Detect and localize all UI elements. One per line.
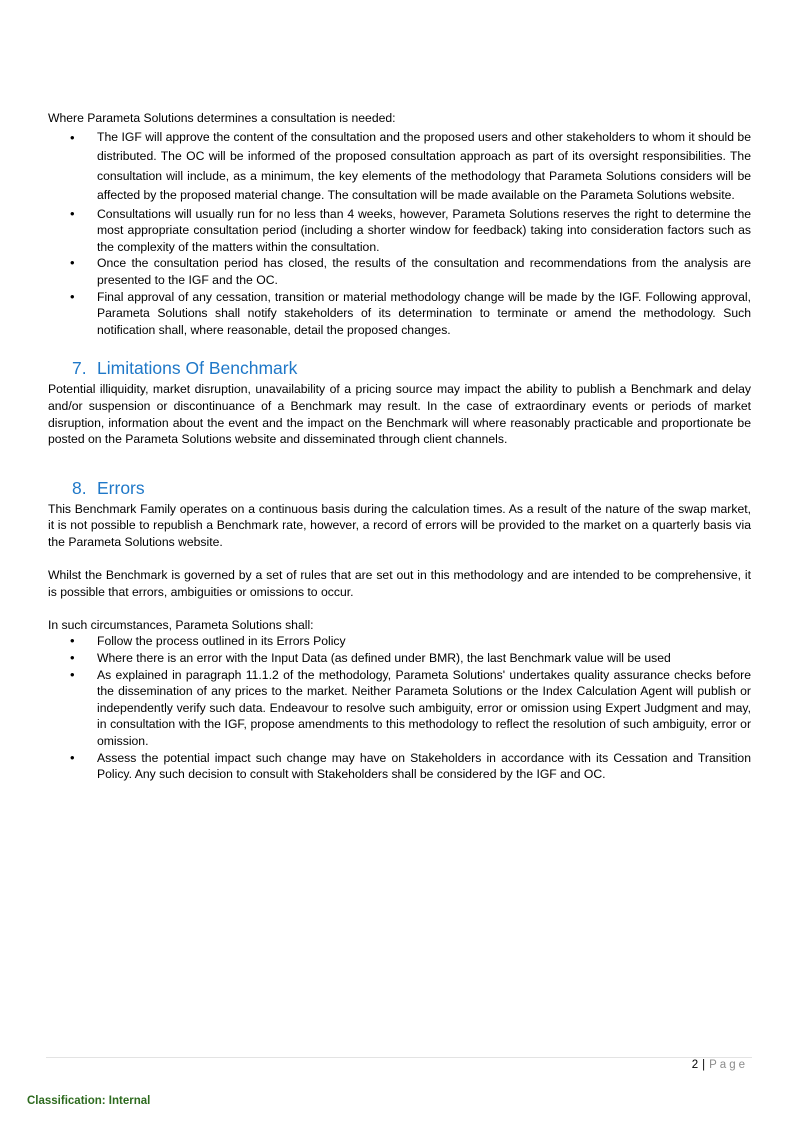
errors-paragraph-1: This Benchmark Family operates on a continuous basis during the calculation times. As a result of the nature of the swap market, it is not possible to republish a Benchmark rate, however, a record of errors will be provided to the market on a quarterly basis via the Parameta Solutions website. (48, 501, 751, 549)
document-body (48, 110, 751, 783)
page-label: Page (709, 1059, 748, 1071)
consultation-list (48, 128, 751, 339)
errors-paragraph-3: In such circumstances, Parameta Solutions shall: (48, 617, 314, 632)
section-heading-limitations (48, 357, 751, 379)
list-item: • Consultations will usually run for no less than 4 weeks, however, Parameta Solutions reserves the right to determine the most appropriate consultation period (including a shorter window for feedback) taking into consideration factors such as the complexity of the matters within the consultation. (48, 206, 751, 256)
list-item: • Once the consultation period has closed, the results of the consultation and recommendations from the analysis are presented to the IGF and the OC. (48, 255, 751, 288)
consultation-intro: Where Parameta Solutions determines a consultation is needed: (48, 111, 396, 125)
list-item: • Follow the process outlined in its Errors Policy (48, 633, 751, 650)
footer-divider (46, 1057, 752, 1058)
list-item: • The IGF will approve the content of the consultation and the proposed users and other stakeholders to whom it should be distributed. The OC will be informed of the proposed consultation approach as part of its oversight responsibilities. The consultation will include, as a minimum, the key elements of the methodology that Parameta Solutions considers will be affected by the proposed material change. The consultation will be made available on the Parameta Solutions website. (48, 128, 751, 206)
page-number (692, 1059, 748, 1071)
limitations-paragraph: Potential illiquidity, market disruption, unavailability of a pricing source may impact the ability to publish a Benchmark and delay and/or suspension or discontinuance of a Benchmark may result. In the case of extraordinary events or periods of market disruption, information about the event and the impact on the Benchmark will where reasonably practicable and proportionate be posted on the Parameta Solutions website and disseminated through client channels. (48, 382, 751, 447)
errors-paragraph-2: Whilst the Benchmark is governed by a set of rules that are set out in this methodology and are intended to be comprehensive, it is possible that errors, ambiguities or omissions to occur. (48, 568, 751, 599)
list-item: • Final approval of any cessation, transition or material methodology change will be made by the IGF. Following approval, Parameta Solutions shall notify stakeholders of its determination to terminate or amend the methodology. Such notification shall, where reasonable, detail the proposed changes. (48, 289, 751, 339)
classification-label: Classification: Internal (27, 1095, 151, 1107)
section-number: 8. (72, 477, 87, 498)
list-item: • Where there is an error with the Input Data (as defined under BMR), the last Benchmark value will be used (48, 650, 751, 667)
section-title: Limitations Of Benchmark (97, 358, 298, 379)
section-heading-errors (48, 477, 751, 499)
list-item: • As explained in paragraph 11.1.2 of the methodology, Parameta Solutions' undertakes quality assurance checks before the dissemination of any prices to the market. Neither Parameta Solutions or the Index Calculation Agent will publish or independently verify such data. Endeavour to resolve such ambiguity, error or omission using Expert Judgment and may, in consultation with the IGF, propose amendments to this methodology to reflect the resolution of such ambiguity, error or omission. (48, 667, 751, 750)
section-title: Errors (97, 477, 145, 498)
page-separator: | (702, 1059, 706, 1071)
errors-list (48, 633, 751, 782)
section-number: 7. (72, 358, 87, 379)
page-number-value: 2 (691, 1059, 699, 1071)
list-item: • Assess the potential impact such change may have on Stakeholders in accordance with its Cessation and Transition Policy. Any such decision to consult with Stakeholders shall be considered by the IGF and OC. (48, 750, 751, 783)
